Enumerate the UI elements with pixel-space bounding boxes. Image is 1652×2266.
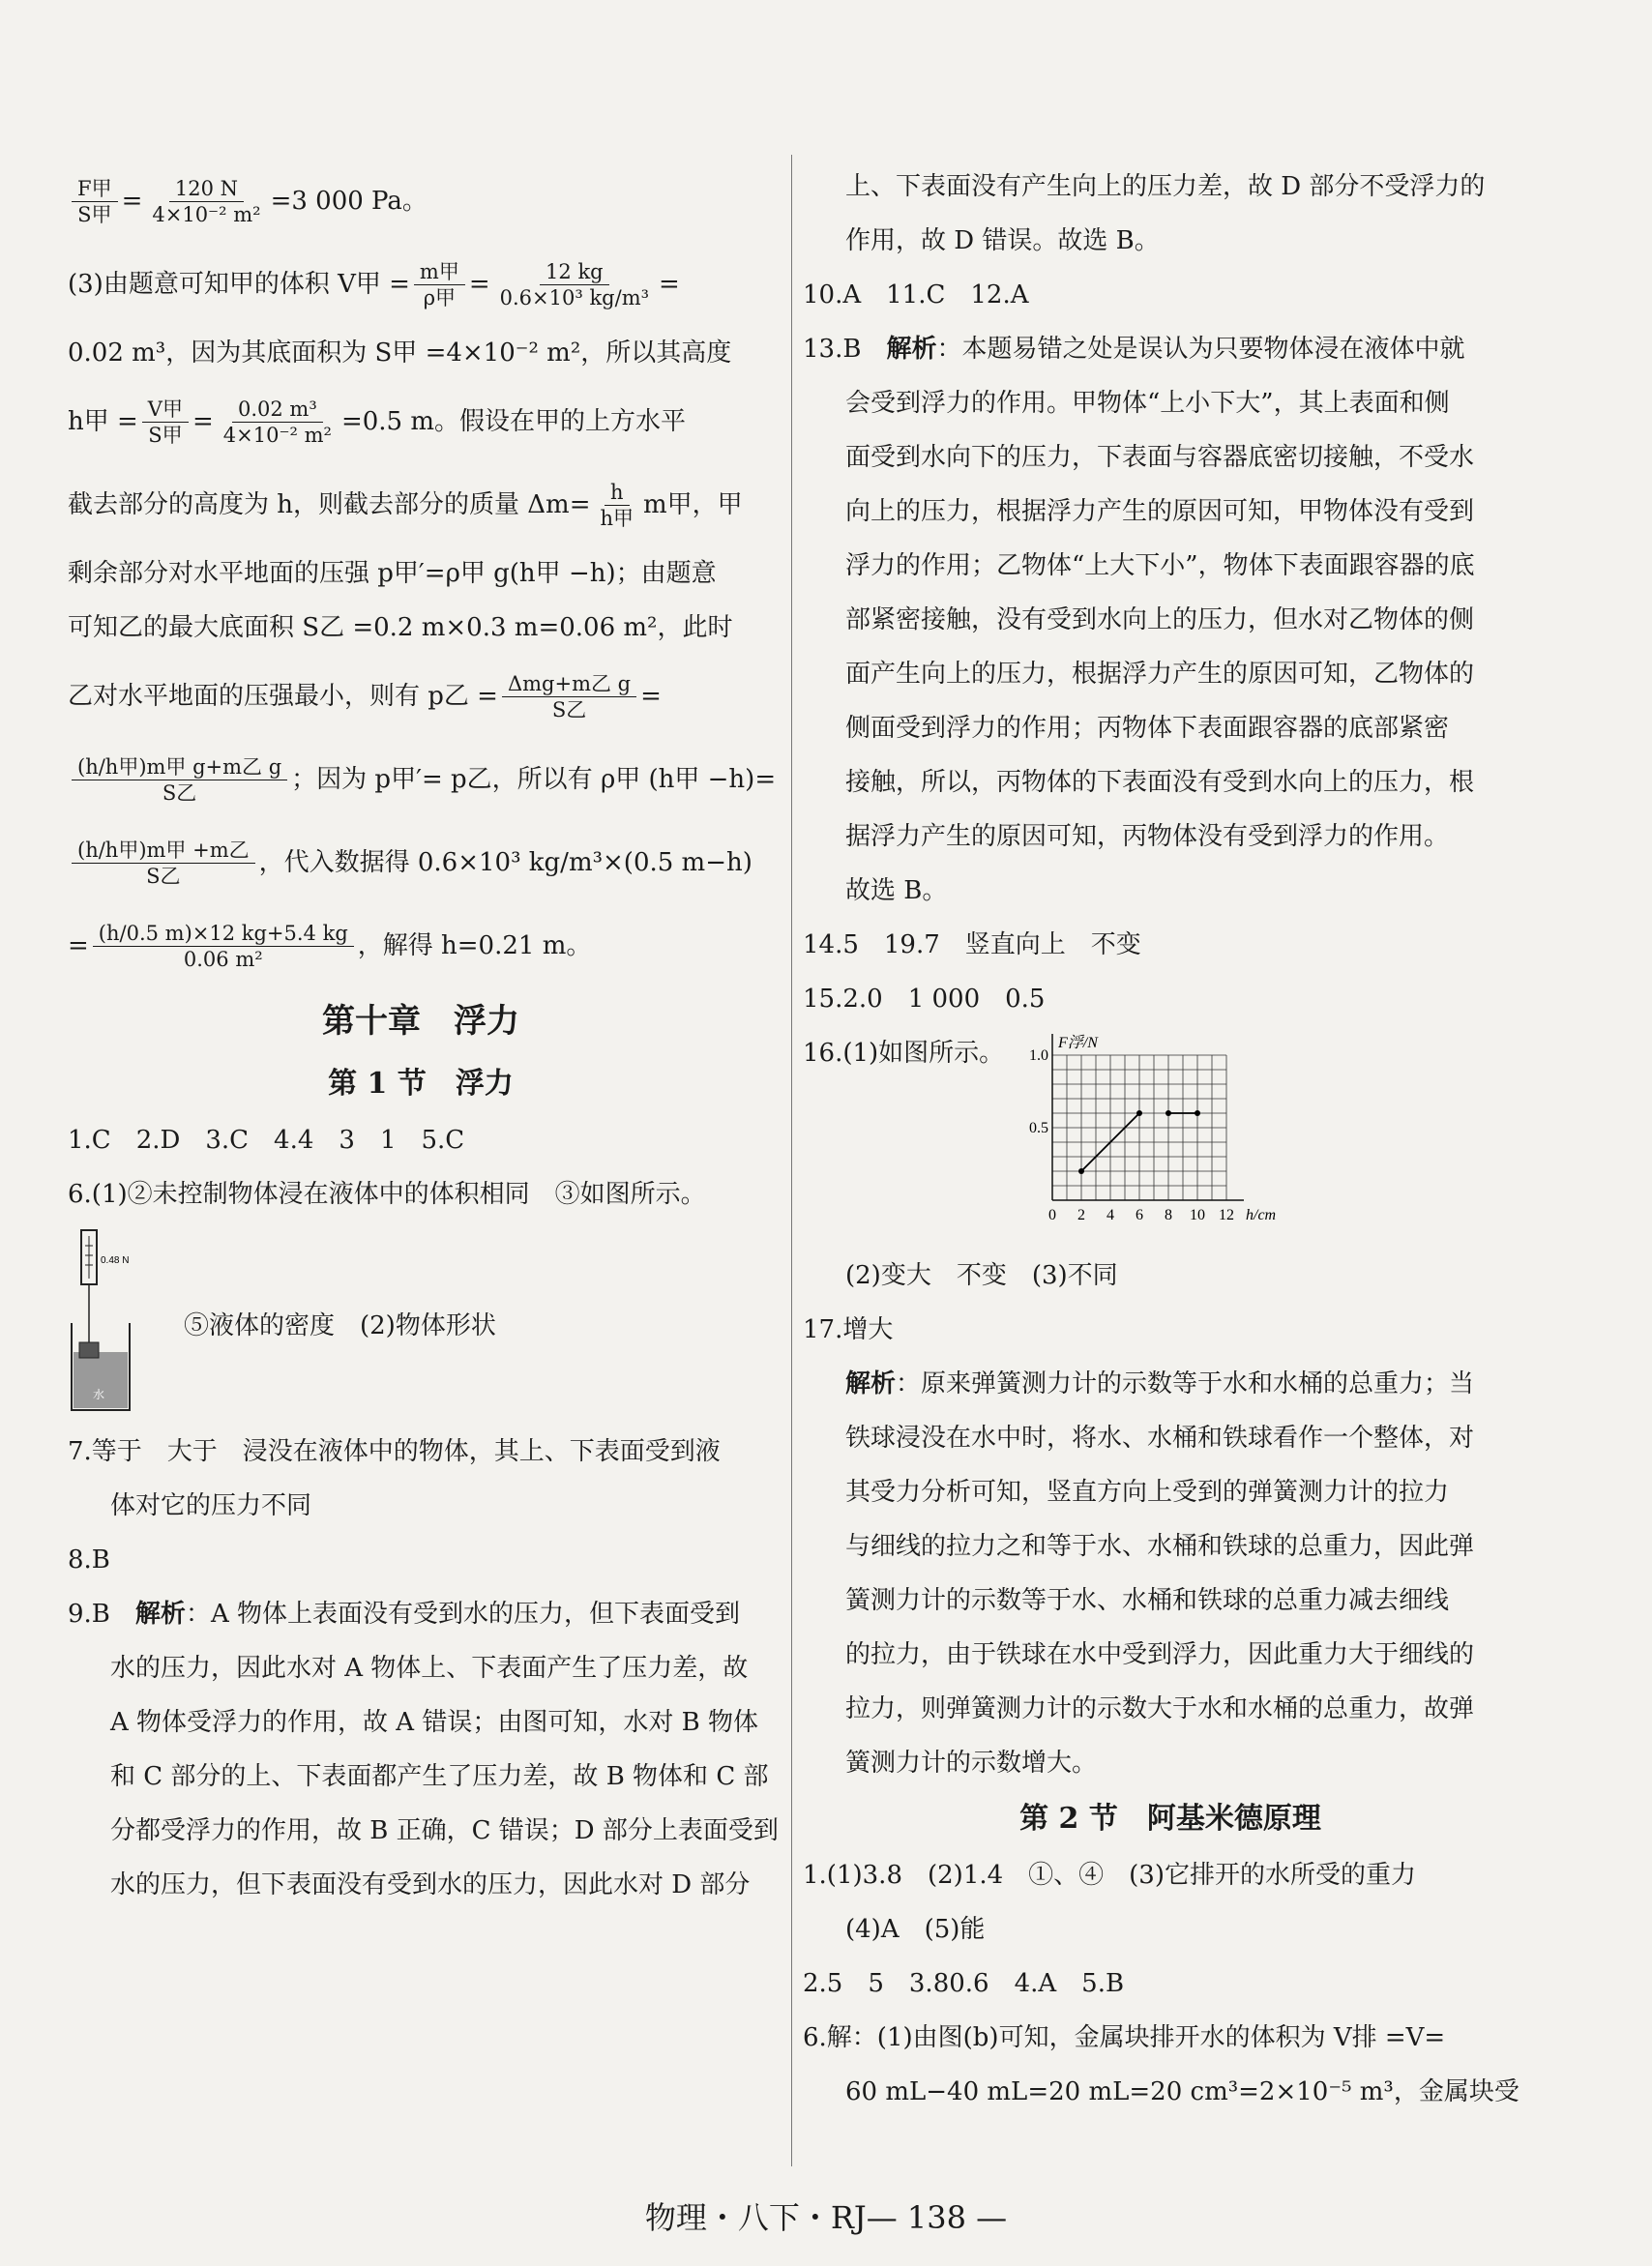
answer-line: 8.B (68, 1545, 110, 1574)
buoyancy-chart (1004, 1026, 1277, 1239)
answer-line: 60 mL−40 mL=20 mL=20 cm³=2×10⁻⁵ m³，金属块受 (845, 2077, 1519, 2106)
data-point (1136, 1110, 1142, 1116)
column-divider (791, 155, 792, 2166)
x-tick-label: 10 (1190, 1207, 1206, 1223)
fraction: $\frac{\text{m甲}}{\text{ρ甲}}$ (414, 259, 465, 310)
answer-line: (2)变大 不变 (3)不同 (845, 1261, 1118, 1290)
answer-line: 解析 ：原来弹簧测力计的示数等于水和水桶的总重力；当 (845, 1369, 1475, 1398)
left-column (68, 160, 779, 1912)
fraction: $\frac{\text{(h/h甲)m甲 +m乙}}{\text{S乙}}$ (72, 838, 255, 889)
text-line: 可知乙的最大底面积 S乙 =0.2 m×0.3 m=0.06 m²，此时 (68, 613, 733, 642)
formula-line: = $\frac{(h/0.5 m)\times 12 kg+5.4 kg}{\text{0.06 m²}}$ ，解得 h=0.21 m。 (68, 921, 592, 971)
spring-scale-diagram (68, 1226, 184, 1420)
answer-line: 会受到浮力的作用。甲物体“上小下大”，其上表面和侧 (845, 389, 1450, 418)
formula-line: (3)由题意可知甲的体积 V甲 = $\frac{\text{m甲}}{\text{ρ甲}}$ = $\frac{12 kg}{\text{0.6×10³ kg/m³}}$ = (68, 259, 680, 309)
answer-line: 部紧密接触，没有受到水向上的压力，但水对乙物体的侧 (845, 605, 1475, 634)
y-tick-label: 1.0 (1029, 1047, 1049, 1064)
answer-line: 9.B 解析 ：A 物体上表面没有受到水的压力，但下表面受到 (68, 1600, 740, 1629)
fraction: $\frac{\text{V甲}}{\text{S甲}}$ (142, 397, 189, 448)
y-tick-label: 0.5 (1029, 1120, 1049, 1136)
answer-line: 面产生向上的压力，根据浮力产生的原因可知，乙物体的 (845, 660, 1475, 689)
answer-line: (4)A (5)能 (845, 1915, 986, 1944)
data-point (1195, 1110, 1200, 1116)
fraction: $\frac{h}{\text{h甲}}$ (600, 480, 634, 530)
answer-line: 侧面受到浮力的作用；丙物体下表面跟容器的底部紧密 (845, 714, 1450, 743)
answer-line: 6.(1)②未控制物体浸在液体中的体积相同 ③如图所示。 (68, 1180, 706, 1209)
chart-row (803, 1026, 1538, 1249)
answer-line: 15.2.0 1 000 0.5 (803, 985, 1046, 1014)
formula-line: h甲 = $\frac{\text{V甲}}{\text{S甲}}$ = $\frac{\text{0.02 m³}}{\text{4×10⁻² m²}}$ =0.5 m。假设在甲的上方水平 (68, 397, 687, 447)
fraction: $\frac{\text{(h/h甲)m甲 g+m乙 g}}{\text{S乙}}$ (72, 754, 287, 806)
answer-text: 16.(1)如图所示。 (803, 1039, 1005, 1068)
x-tick-label: 2 (1077, 1207, 1086, 1223)
x-tick-label: 0 (1048, 1207, 1057, 1223)
answer-text: ⑤液体的密度 (2)物体形状 (184, 1310, 496, 1340)
answer-line: 故选 B。 (845, 876, 948, 905)
fraction: $\frac{\text{Δmg+m乙 g}}{\text{S乙}}$ (502, 671, 636, 722)
x-tick-label: 6 (1136, 1207, 1144, 1223)
answer-line: 浮力的作用；乙物体“上大下小”，物体下表面跟容器的底 (845, 551, 1475, 580)
answer-line: 簧测力计的示数增大。 (845, 1749, 1098, 1778)
text-line: 剩余部分对水平地面的压强 p甲′=ρ甲 g(h甲 −h)；由题意 (68, 559, 717, 588)
y-axis-label: F浮/N (1058, 1035, 1099, 1051)
formula-line: $\frac{\text{F甲}}{\text{S甲}}$ = $\frac{120 N}{\text{4×10⁻² m²}}$ =3 000 Pa。 (68, 160, 774, 243)
answer-line: 7.等于 大于 浸没在液体中的物体，其上、下表面受到液 (68, 1437, 721, 1466)
answer-line: 簧测力计的示数等于水、水桶和铁球的总重力减去细线 (845, 1586, 1450, 1615)
fraction: $\frac{\text{F甲}}{\text{S甲}}$ (72, 176, 118, 227)
section-title: 第 2 节 阿基米德原理 (1019, 1802, 1321, 1836)
formula-line: $\frac{\text{(h/h甲)m甲 g+m乙 g}}{\text{S乙}}$ ；因为 p甲′= p乙，所以有 ρ甲 (h甲 −h)= (68, 738, 774, 821)
answer-line: 其受力分析可知，竖直方向上受到的弹簧测力计的拉力 (845, 1478, 1450, 1507)
x-tick-label: 4 (1106, 1207, 1115, 1223)
answer-line: 体对它的压力不同 (110, 1491, 312, 1520)
answer-line: 分都受浮力的作用，故 B 正确，C 错误；D 部分上表面受到 (110, 1816, 779, 1845)
answer-line: 2.5 5 3.80.6 4.A 5.B (803, 1969, 1125, 1998)
spring-scale-figure (68, 1221, 774, 1425)
water-label: 水 (93, 1388, 105, 1401)
spring-reading-label: 0.48 N (101, 1255, 130, 1266)
answer-line: 据浮力产生的原因可知，丙物体没有受到浮力的作用。 (845, 822, 1450, 851)
fraction: $\frac{\text{0.02 m³}}{\text{4×10⁻² m²}}$ (222, 397, 332, 447)
answer-line: 1.(1)3.8 (2)1.4 ①、④ (3)它排开的水所受的重力 (803, 1861, 1416, 1890)
answer-line: 拉力，则弹簧测力计的示数大于水和水桶的总重力，故弹 (845, 1694, 1475, 1723)
formula-line: 乙对水平地面的压强最小，则有 p乙 = $\frac{\text{Δmg+m乙 g}}{\text{S乙}}$ = (68, 671, 662, 721)
answer-line: 和 C 部分的上、下表面都产生了压力差，故 B 物体和 C 部 (110, 1762, 769, 1791)
chapter-title: 第十章 浮力 (322, 1002, 519, 1041)
formula-line: 截去部分的高度为 h，则截去部分的质量 Δm= $\frac{h}{\text{h甲}}$ m甲，甲 (68, 480, 743, 530)
answer-line: 作用，故 D 错误。故选 B。 (845, 226, 1160, 255)
answer-line: 水的压力，但下表面没有受到水的压力，因此水对 D 部分 (110, 1870, 751, 1899)
answer-line: 6.解：(1)由图(b)可知，金属块排开水的体积为 V排 =V= (803, 2023, 1446, 2052)
data-point (1165, 1110, 1171, 1116)
x-tick-label: 8 (1165, 1207, 1173, 1223)
fraction: $\frac{120 N}{\text{4×10⁻² m²}}$ (152, 176, 261, 226)
answer-line: 向上的压力，根据浮力产生的原因可知，甲物体没有受到 (845, 497, 1475, 526)
answer-line: 与细线的拉力之和等于水、水桶和铁球的总重力，因此弹 (845, 1532, 1475, 1561)
answer-line: 14.5 19.7 竖直向上 不变 (803, 930, 1141, 959)
fraction: $\frac{12 kg}{\text{0.6×10³ kg/m³}}$ (499, 259, 650, 309)
answer-line: A 物体受浮力的作用，故 A 错误；由图可知，水对 B 物体 (110, 1708, 758, 1737)
answer-line: 接触，所以，丙物体的下表面没有受到水向上的压力，根 (845, 768, 1475, 797)
fraction: $\frac{(h/0.5 m)\times 12 kg+5.4 kg}{\text{0.06 m²}}$ (93, 921, 354, 972)
page-footer: 物理・八下・RJ— 138 — (644, 2199, 1008, 2236)
formula-line: $\frac{\text{(h/h甲)m甲 +m乙}}{\text{S乙}}$ ，代入数据得 0.6×10³ kg/m³×(0.5 m−h) (68, 821, 774, 904)
section-title: 第 1 节 浮力 (328, 1067, 514, 1101)
answer-line: 水的压力，因此水对 A 物体上、下表面产生了压力差，故 (110, 1654, 749, 1683)
data-point (1078, 1168, 1084, 1174)
answer-line: 的拉力，由于铁球在水中受到浮力，因此重力大于细线的 (845, 1640, 1475, 1669)
answer-line: 上、下表面没有产生向上的压力差，故 D 部分不受浮力的 (845, 172, 1486, 201)
answer-line: 面受到水向下的压力，下表面与容器底密切接触，不受水 (845, 443, 1475, 472)
answer-line: 13.B 解析 ：本题易错之处是误认为只要物体浸在液体中就 (803, 335, 1465, 364)
answer-line: 10.A 11.C 12.A (803, 280, 1029, 309)
answer-line: 1.C 2.D 3.C 4.4 3 1 5.C (68, 1126, 465, 1155)
answer-line: 铁球浸没在水中时，将水、水桶和铁球看作一个整体，对 (845, 1424, 1475, 1453)
x-tick-label: 12 (1219, 1207, 1235, 1223)
x-axis-label: h/cm (1246, 1207, 1277, 1223)
right-column (803, 160, 1538, 2119)
text-line: 0.02 m³，因为其底面积为 S甲 =4×10⁻² m²，所以其高度 (68, 338, 732, 368)
answer-line: 17.增大 (803, 1315, 894, 1344)
